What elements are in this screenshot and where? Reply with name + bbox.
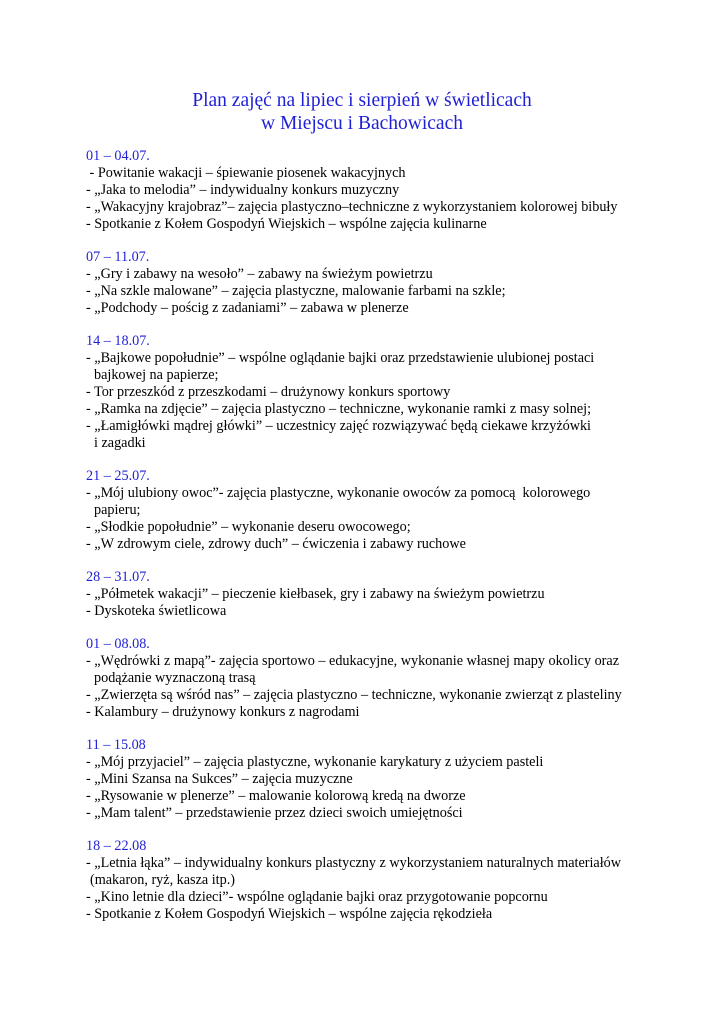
activity-item: - „Ramka na zdjęcie” – zajęcia plastyczno – techniczne, wykonanie ramki z masy solnej; xyxy=(86,401,592,417)
activity-item: - „Słodkie popołudnie” – wykonanie deseru owocowego; xyxy=(86,519,411,535)
activity-item: - „Rysowanie w plenerze” – malowanie kolorową kredą na dworze xyxy=(86,788,466,804)
schedule-section xyxy=(86,569,686,620)
activity-item: - „Mój ulubiony owoc”- zajęcia plastyczne, wykonanie owoców za pomocą kolorowego xyxy=(86,485,591,501)
schedule-section xyxy=(86,249,686,317)
activity-item: - „Letnia łąka” – indywidualny konkurs plastyczny z wykorzystaniem naturalnych materiałów xyxy=(86,855,622,871)
schedule-content xyxy=(86,148,686,923)
activity-item: - „Podchody – pościg z zadaniami” – zabawa w plenerze xyxy=(86,300,409,316)
activity-item: - Tor przeszkód z przeszkodami – drużynowy konkurs sportowy xyxy=(86,384,451,400)
schedule-section xyxy=(86,333,686,452)
activity-item: - Spotkanie z Kołem Gospodyń Wiejskich – wspólne zajęcia kulinarne xyxy=(86,216,487,232)
activity-item: - „Wakacyjny krajobraz”– zajęcia plastyczno–techniczne z wykorzystaniem kolorowej bibuły xyxy=(86,199,618,215)
activity-item-continuation: (makaron, ryż, kasza itp.) xyxy=(90,872,235,888)
period-heading: 21 – 25.07. xyxy=(86,468,150,484)
activity-item: - „Bajkowe popołudnie” – wspólne oglądanie bajki oraz przedstawienie ulubionej postaci xyxy=(86,350,595,366)
activity-item: - Powitanie wakacji – śpiewanie piosenek wakacyjnych xyxy=(86,165,406,181)
activity-item: - Spotkanie z Kołem Gospodyń Wiejskich – wspólne zajęcia rękodzieła xyxy=(86,906,493,922)
schedule-section xyxy=(86,838,686,923)
schedule-section xyxy=(86,737,686,822)
activity-item: - „Wędrówki z mapą”- zajęcia sportowo – edukacyjne, wykonanie własnej mapy okolicy oraz xyxy=(86,653,620,669)
activity-item: - „Jaka to melodia” – indywidualny konkurs muzyczny xyxy=(86,182,400,198)
period-heading: 18 – 22.08 xyxy=(86,838,147,854)
activity-item: - „Mini Szansa na Sukces” – zajęcia muzyczne xyxy=(86,771,353,787)
period-heading: 14 – 18.07. xyxy=(86,333,150,349)
period-heading: 07 – 11.07. xyxy=(86,249,150,265)
activity-item: - Kalambury – drużynowy konkurs z nagrodami xyxy=(86,704,360,720)
activity-item: - „Kino letnie dla dzieci”- wspólne oglądanie bajki oraz przygotowanie popcornu xyxy=(86,889,548,905)
activity-item: - „Mój przyjaciel” – zajęcia plastyczne, wykonanie karykatury z użyciem pasteli xyxy=(86,754,544,770)
period-heading: 01 – 04.07. xyxy=(86,148,150,164)
activity-item-continuation: podążanie wyznaczoną trasą xyxy=(94,670,256,686)
period-heading: 11 – 15.08 xyxy=(86,737,146,753)
activity-item: - „Zwierzęta są wśród nas” – zajęcia plastyczno – techniczne, wykonanie zwierząt z plasteliny xyxy=(86,687,622,703)
activity-item-continuation: papieru; xyxy=(94,502,141,518)
document-title-line-1: Plan zajęć na lipiec i sierpień w świetlicach xyxy=(192,90,532,111)
period-heading: 01 – 08.08. xyxy=(86,636,150,652)
activity-item: - „Półmetek wakacji” – pieczenie kiełbasek, gry i zabawy na świeżym powietrzu xyxy=(86,586,545,602)
document-title-line-2: w Miejscu i Bachowicach xyxy=(261,113,463,134)
activity-item: - „W zdrowym ciele, zdrowy duch” – ćwiczenia i zabawy ruchowe xyxy=(86,536,466,552)
activity-item: - „Mam talent” – przedstawienie przez dzieci swoich umiejętności xyxy=(86,805,463,821)
schedule-section xyxy=(86,468,686,553)
activity-item: - Dyskoteka świetlicowa xyxy=(86,603,227,619)
activity-item: - „Łamigłówki mądrej główki” – uczestnicy zajęć rozwiązywać będą ciekawe krzyżówki xyxy=(86,418,592,434)
activity-item: - „Na szkle malowane” – zajęcia plastyczne, malowanie farbami na szkle; xyxy=(86,283,506,299)
schedule-section xyxy=(86,636,686,721)
activity-item-continuation: bajkowej na papierze; xyxy=(94,367,219,383)
schedule-section xyxy=(86,148,686,233)
period-heading: 28 – 31.07. xyxy=(86,569,150,585)
activity-item: - „Gry i zabawy na wesoło” – zabawy na świeżym powietrzu xyxy=(86,266,433,282)
activity-item-continuation: i zagadki xyxy=(94,435,146,451)
